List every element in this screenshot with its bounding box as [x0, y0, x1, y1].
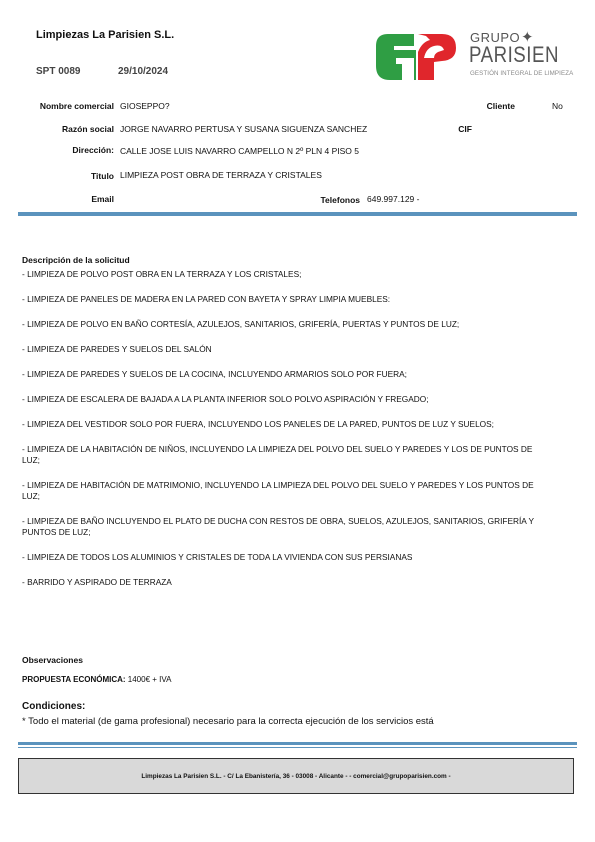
list-item: - LIMPIEZA DE LA HABITACIÓN DE NIÑOS, INCLUYENDO LA LIMPIEZA DEL POLVO DEL SUELO Y PAREDES Y LOS DE PUNTOS DE LUZ;: [22, 444, 533, 465]
list-item: - LIMPIEZA DE HABITACIÓN DE MATRIMONIO, INCLUYENDO LA LIMPIEZA DEL POLVO DEL SUELO Y PAREDES Y LOS PUNTOS DE LUZ;: [22, 480, 534, 501]
footer-divider-thin: [18, 747, 577, 748]
direccion-label: Dirección:: [72, 145, 114, 155]
logo-subtitle: GESTIÓN INTEGRAL DE LIMPIEZA: [470, 70, 574, 77]
propuesta-value: 1400€ + IVA: [125, 675, 172, 684]
list-item: - LIMPIEZA DE PAREDES Y SUELOS DEL SALÓN: [22, 344, 212, 354]
logo-grupo-text: GRUPO: [470, 30, 521, 45]
telefonos-value: 649.997.129 -: [367, 194, 420, 204]
propuesta-label: PROPUESTA ECONÓMICA:: [22, 675, 126, 684]
list-item: - LIMPIEZA DE POLVO POST OBRA EN LA TERRAZA Y LOS CRISTALES;: [22, 269, 302, 279]
cliente-label: Cliente: [486, 101, 515, 111]
nombre-comercial-label: Nombre comercial: [39, 101, 114, 111]
list-item: - LIMPIEZA DE TODOS LOS ALUMINIOS Y CRISTALES DE TODA LA VIVIENDA CON SUS PERSIANAS: [22, 552, 413, 562]
company-name: Limpiezas La Parisien S.L.: [36, 29, 175, 41]
observaciones-title: Observaciones: [22, 655, 83, 665]
list-item: - LIMPIEZA DE PANELES DE MADERA EN LA PARED CON BAYETA Y SPRAY LIMPIA MUEBLES:: [22, 294, 391, 304]
footer-divider: [18, 742, 577, 745]
cif-label: CIF: [458, 124, 472, 134]
document-code: SPT 0089: [36, 66, 81, 77]
email-label: Email: [91, 194, 114, 204]
document-date: 29/10/2024: [118, 66, 169, 77]
list-item: - LIMPIEZA DEL VESTIDOR SOLO POR FUERA, INCLUYENDO LOS PANELES DE LA PARED, PUNTOS DE LUZ Y SUELOS;: [22, 419, 494, 429]
header-divider: [18, 212, 577, 216]
razon-social-value: JORGE NAVARRO PERTUSA Y SUSANA SIGUENZA SANCHEZ: [120, 124, 368, 134]
cliente-value: No: [552, 101, 563, 111]
logo-parisien-text: PARISIEN: [469, 42, 559, 67]
sparkle-icon: ✦: [521, 29, 534, 46]
list-item: - LIMPIEZA DE POLVO EN BAÑO CORTESÍA, AZULEJOS, SANITARIOS, GRIFERÍA, PUERTAS Y PUNTOS DE LUZ;: [22, 319, 460, 329]
direccion-value: CALLE JOSE LUIS NAVARRO CAMPELLO N 2º PLN 4 PISO 5: [120, 146, 359, 156]
descripcion-title: Descripción de la solicitud: [22, 255, 130, 265]
nombre-comercial-value: GIOSEPPO?: [120, 101, 170, 111]
descripcion-list: [22, 269, 552, 602]
list-item: - BARRIDO Y ASPIRADO DE TERRAZA: [22, 577, 172, 587]
list-item: - LIMPIEZA DE ESCALERA DE BAJADA A LA PLANTA INFERIOR SOLO POLVO ASPIRACIÓN Y FREGADO;: [22, 394, 429, 404]
footer-text: Limpiezas La Parisien S.L. - C/ La Ebanistería, 36 - 03008 - Alicante - - comercial@grupoparisien.com -: [141, 772, 451, 780]
propuesta-economica: [22, 675, 171, 684]
titulo-label: Titulo: [91, 171, 114, 181]
footer-box: [18, 758, 574, 794]
telefonos-label: Telefonos: [320, 195, 360, 205]
condiciones-title: Condiciones:: [22, 701, 86, 712]
list-item: - LIMPIEZA DE PAREDES Y SUELOS DE LA COCINA, INCLUYENDO ARMARIOS SOLO POR FUERA;: [22, 369, 407, 379]
condiciones-text: * Todo el material (de gama profesional) necesario para la correcta ejecución de los servicios está: [22, 716, 434, 727]
titulo-value: LIMPIEZA POST OBRA DE TERRAZA Y CRISTALES: [120, 170, 322, 180]
razon-social-label: Razón social: [62, 124, 114, 134]
list-item: - LIMPIEZA DE BAÑO INCLUYENDO EL PLATO DE DUCHA CON RESTOS DE OBRA, SUELOS, AZULEJOS, SANITARIOS, GRIFERÍA Y PUNTOS DE LUZ;: [22, 516, 534, 537]
